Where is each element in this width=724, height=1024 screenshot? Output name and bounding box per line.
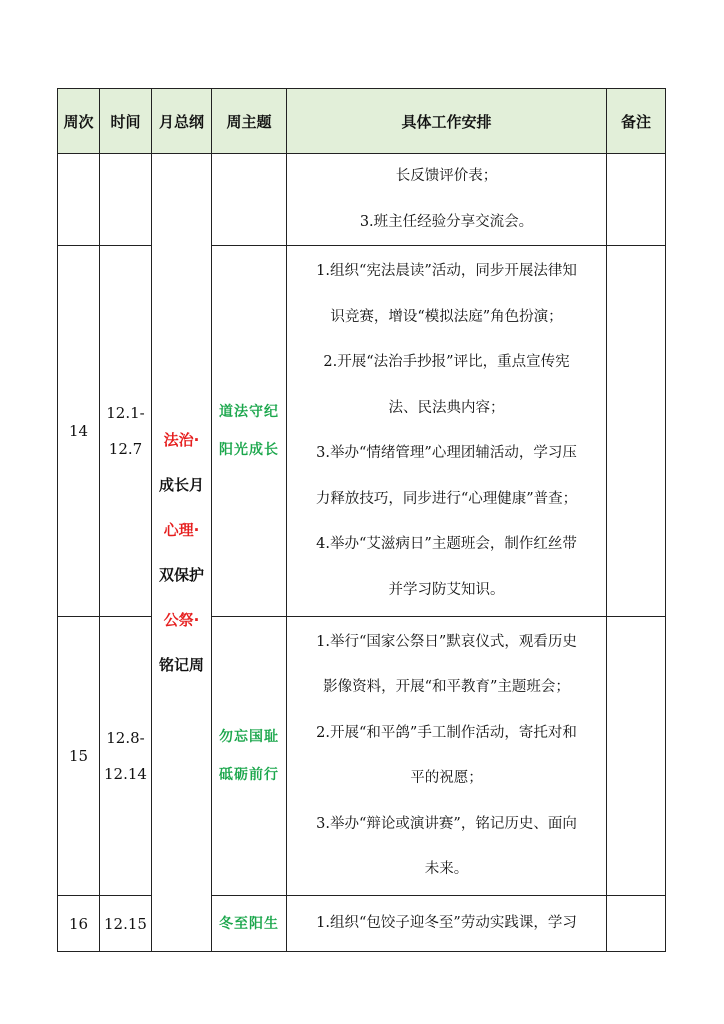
- plan-line: 影像资料，开展“和平教育”主题班会；: [323, 679, 570, 695]
- plan-cell: [287, 154, 607, 246]
- table-row: [58, 896, 666, 952]
- header-remarks: 备注: [607, 89, 666, 154]
- header-weekly-theme: 周主题: [212, 89, 287, 154]
- time-line: 12.8-: [106, 729, 145, 747]
- plan-line: 法、民法典内容；: [388, 399, 505, 416]
- week-cell: 15: [58, 617, 100, 896]
- summary-line: 双保护: [158, 565, 204, 584]
- theme-cell: [212, 154, 287, 246]
- plan-line: 1.举行“国家公祭日”默哀仪式，观看历史: [316, 633, 577, 650]
- time-line: 12.14: [104, 765, 147, 783]
- plan-line: 1.组织“宪法晨读”活动，同步开展法律知: [316, 263, 577, 279]
- remarks-cell: [607, 896, 666, 952]
- plan-line: 平的祝愿；: [410, 770, 483, 786]
- summary-line: 公祭·: [163, 610, 200, 629]
- table-row: [58, 617, 666, 896]
- plan-line: 3.班主任经验分享交流会。: [359, 213, 534, 230]
- time-cell: [100, 896, 152, 952]
- plan-line: 4.举办“艾滋病日”主题班会，制作红丝带: [316, 536, 577, 552]
- theme-line: 砥砺前行: [219, 767, 279, 783]
- theme-cell: [212, 896, 287, 952]
- remarks-cell: [607, 617, 666, 896]
- summary-line: 铭记周: [158, 655, 204, 674]
- monthly-outline-cell: [152, 154, 212, 952]
- header-week: 周次: [58, 89, 100, 154]
- header-time: 时间: [100, 89, 152, 154]
- time-cell: [100, 617, 152, 896]
- table-row: [58, 154, 666, 246]
- plan-line: 长反馈评价表；: [395, 168, 498, 184]
- plan-line: 力释放技巧，同步进行“心理健康”普查；: [315, 490, 578, 507]
- theme-line: 勿忘国耻: [219, 729, 279, 745]
- summary-line: 法治·: [163, 430, 200, 449]
- plan-cell: [287, 896, 607, 952]
- summary-line: 成长月: [158, 475, 204, 494]
- plan-cell: [287, 246, 607, 617]
- plan-line: 2.开展“和平鸽”手工制作活动，寄托对和: [316, 724, 577, 741]
- week-cell: 14: [58, 246, 100, 617]
- time-line: 12.7: [108, 440, 143, 458]
- plan-line: 1.组织“包饺子迎冬至”劳动实践课，学习: [316, 914, 577, 931]
- header-monthly-outline: 月总纲: [152, 89, 212, 154]
- time-cell: [100, 154, 152, 246]
- time-line: 12.15: [104, 914, 147, 933]
- summary-line: 心理·: [163, 520, 200, 539]
- week-cell: [58, 154, 100, 246]
- plan-line: 未来。: [424, 861, 469, 877]
- plan-line: 2.开展“法治手抄报”评比，重点宣传宪: [323, 354, 570, 370]
- plan-cell: [287, 617, 607, 896]
- schedule-table: [57, 88, 666, 952]
- plan-line: 并学习防艾知识。: [388, 581, 505, 598]
- theme-line: 阳光成长: [219, 442, 279, 458]
- plan-line: 3.举办“情绪管理”心理团辅活动，学习压: [316, 445, 577, 461]
- time-cell: [100, 246, 152, 617]
- theme-line: 道法守纪: [219, 404, 279, 420]
- remarks-cell: [607, 246, 666, 617]
- plan-line: 识竞赛，增设“模拟法庭”角色扮演；: [330, 308, 563, 325]
- plan-line: 3.举办“辩论或演讲赛”，铭记历史、面向: [316, 815, 577, 832]
- theme-line: 冬至阳生: [219, 915, 279, 932]
- time-line: 12.1-: [106, 404, 145, 422]
- theme-cell: [212, 617, 287, 896]
- week-cell: 16: [58, 896, 100, 952]
- theme-cell: [212, 246, 287, 617]
- remarks-cell: [607, 154, 666, 246]
- header-work-plan: 具体工作安排: [287, 89, 607, 154]
- table-row: [58, 246, 666, 617]
- header-row: [58, 89, 666, 154]
